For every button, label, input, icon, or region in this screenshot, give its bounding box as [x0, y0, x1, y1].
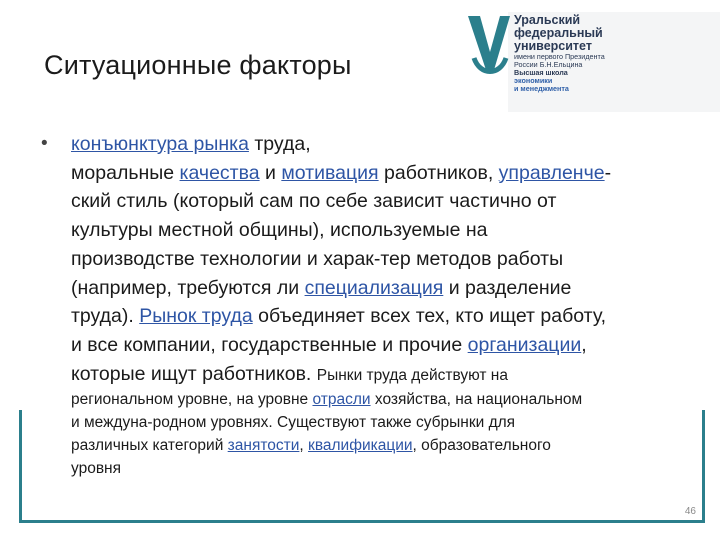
text-line	[71, 130, 671, 159]
text-line	[71, 302, 671, 331]
text-line	[71, 360, 671, 389]
text-run: которые ищут работников.	[71, 362, 317, 385]
text-run: региональном уровне, на уровне	[71, 391, 313, 409]
text-run: различных категорий	[71, 437, 228, 455]
link-qualification[interactable]: квалификации	[308, 437, 413, 455]
text-run: и	[259, 161, 282, 184]
logo-line: имени первого Президента	[514, 52, 605, 61]
text-run: хозяйства, на национальном	[370, 391, 583, 409]
urfu-logo-icon	[466, 12, 512, 78]
link-management[interactable]: управленче	[498, 161, 605, 184]
text-line: культуры местной общины), используемые на	[71, 219, 488, 242]
logo-line: Высшая школа	[514, 68, 568, 77]
text-run: -	[604, 161, 612, 184]
text-run: Рынки труда действуют на	[316, 366, 508, 384]
text-run: (например, требуются ли	[71, 276, 305, 299]
bullet-icon: •	[41, 133, 48, 154]
slide-title: Ситуационные факторы	[44, 50, 352, 80]
text-line	[71, 434, 671, 457]
text-run: и разделение	[443, 276, 572, 299]
text-line	[71, 388, 671, 411]
text-run: и все компании, государственные и прочие	[71, 333, 468, 356]
text-line: производстве технологии и харак-тер методов работы	[71, 247, 564, 270]
logo-line: Уральский	[514, 13, 581, 27]
text-line	[71, 331, 671, 360]
body-text	[41, 130, 671, 480]
text-run: труда,	[248, 133, 311, 155]
link-labor-market[interactable]: Рынок труда	[139, 305, 253, 328]
text-line: ский стиль (который сам по себе зависит частично от	[71, 190, 557, 213]
text-line	[71, 274, 671, 303]
text-line: и междуна-родном уровнях. Существуют также субрынки для	[71, 414, 516, 432]
text-run: труда).	[71, 305, 140, 328]
link-employment[interactable]: занятости	[227, 437, 300, 455]
text-line: уровня	[71, 460, 122, 478]
link-market-conjuncture[interactable]: конъюнктура рынка	[71, 133, 249, 155]
text-run: моральные	[71, 161, 180, 184]
text-run: ,	[299, 437, 309, 455]
link-organizations[interactable]: организации	[467, 333, 582, 356]
text-run: ,	[581, 333, 587, 356]
text-line	[71, 159, 671, 188]
page-number: 46	[684, 506, 696, 517]
text-run: объединяет всех тех, кто ищет работу,	[252, 305, 607, 328]
text-run: работников,	[378, 161, 499, 184]
logo-text	[514, 14, 714, 93]
logo-line: университет	[514, 39, 592, 53]
logo-line: России Б.Н.Ельцина	[514, 60, 583, 69]
text-run: , образовательного	[412, 437, 551, 455]
link-qualities[interactable]: качества	[179, 161, 260, 184]
link-industry[interactable]: отрасли	[312, 391, 371, 409]
link-motivation[interactable]: мотивация	[281, 161, 379, 184]
logo-line: федеральный	[514, 26, 603, 40]
logo-line: экономики	[514, 76, 553, 85]
link-specialization[interactable]: специализация	[304, 276, 444, 299]
logo-line: и менеджмента	[514, 84, 569, 93]
university-logo	[466, 12, 716, 102]
